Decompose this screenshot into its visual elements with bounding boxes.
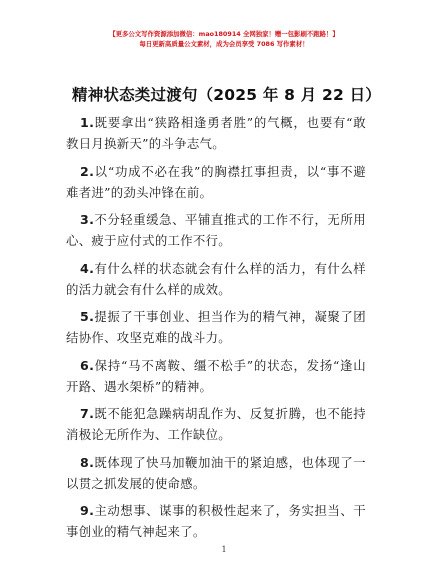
page-number: 1 — [221, 545, 227, 554]
item-text: 有什么样的状态就会有什么样的活力，有什么样的活力就会有什么样的成效。 — [66, 260, 366, 297]
item-text: 不分轻重缓急、平铺直推式的工作不行，无所用心、疲于应付式的工作不行。 — [66, 212, 366, 248]
list-item — [66, 161, 366, 203]
sentence-list — [66, 112, 366, 549]
promo-banner-line-2: 每日更新高质量公文素材，成为会员享受 7086 写作素材！ — [139, 40, 309, 48]
item-number: 9. — [80, 503, 95, 518]
item-number: 3. — [80, 212, 95, 227]
list-item — [66, 500, 366, 542]
promo-banner — [0, 29, 448, 49]
list-item — [66, 355, 366, 397]
item-number: 5. — [80, 309, 95, 324]
item-number: 8. — [80, 454, 95, 470]
list-item — [66, 258, 366, 300]
promo-banner-line-1: 【更多公文写作资源添加微信：mao180914 全网独家！赠一包影刷不跑路！】 — [109, 30, 339, 38]
item-number: 4. — [80, 260, 95, 276]
item-text: 既要拿出“狭路相逢勇者胜”的气概，也要有“敢教日月换新天”的斗争志气。 — [66, 115, 366, 151]
list-item — [66, 452, 366, 494]
list-item — [66, 306, 366, 348]
list-item — [66, 403, 366, 445]
item-text: 保持“马不离鞍、缰不松手”的状态，发扬“逢山开路、遇水架桥”的精神。 — [66, 357, 366, 394]
item-text: 主动想事、谋事的积极性起来了，务实担当、干事创业的精气神起来了。 — [66, 503, 366, 539]
item-text: 提振了干事创业、担当作为的精气神，凝聚了团结协作、攻坚克难的战斗力。 — [66, 309, 366, 345]
item-number: 7. — [80, 406, 95, 421]
item-text: 既不能犯急躁病胡乱作为、反复折腾，也不能持消极论无所作为、工作缺位。 — [66, 406, 366, 442]
list-item — [66, 209, 366, 251]
list-item — [66, 112, 366, 154]
item-text: 既体现了快马加鞭加油干的紧迫感，也体现了一以贯之抓发展的使命感。 — [66, 454, 366, 491]
item-number: 6. — [80, 357, 95, 373]
document-title: 精神状态类过渡句（2025 年 8 月 22 日） — [72, 86, 381, 104]
item-text: 以“功成不必在我”的胸襟扛事担责，以“事不避难者进”的劲头冲锋在前。 — [66, 163, 366, 200]
item-number: 2. — [80, 163, 95, 179]
item-number: 1. — [80, 115, 95, 130]
